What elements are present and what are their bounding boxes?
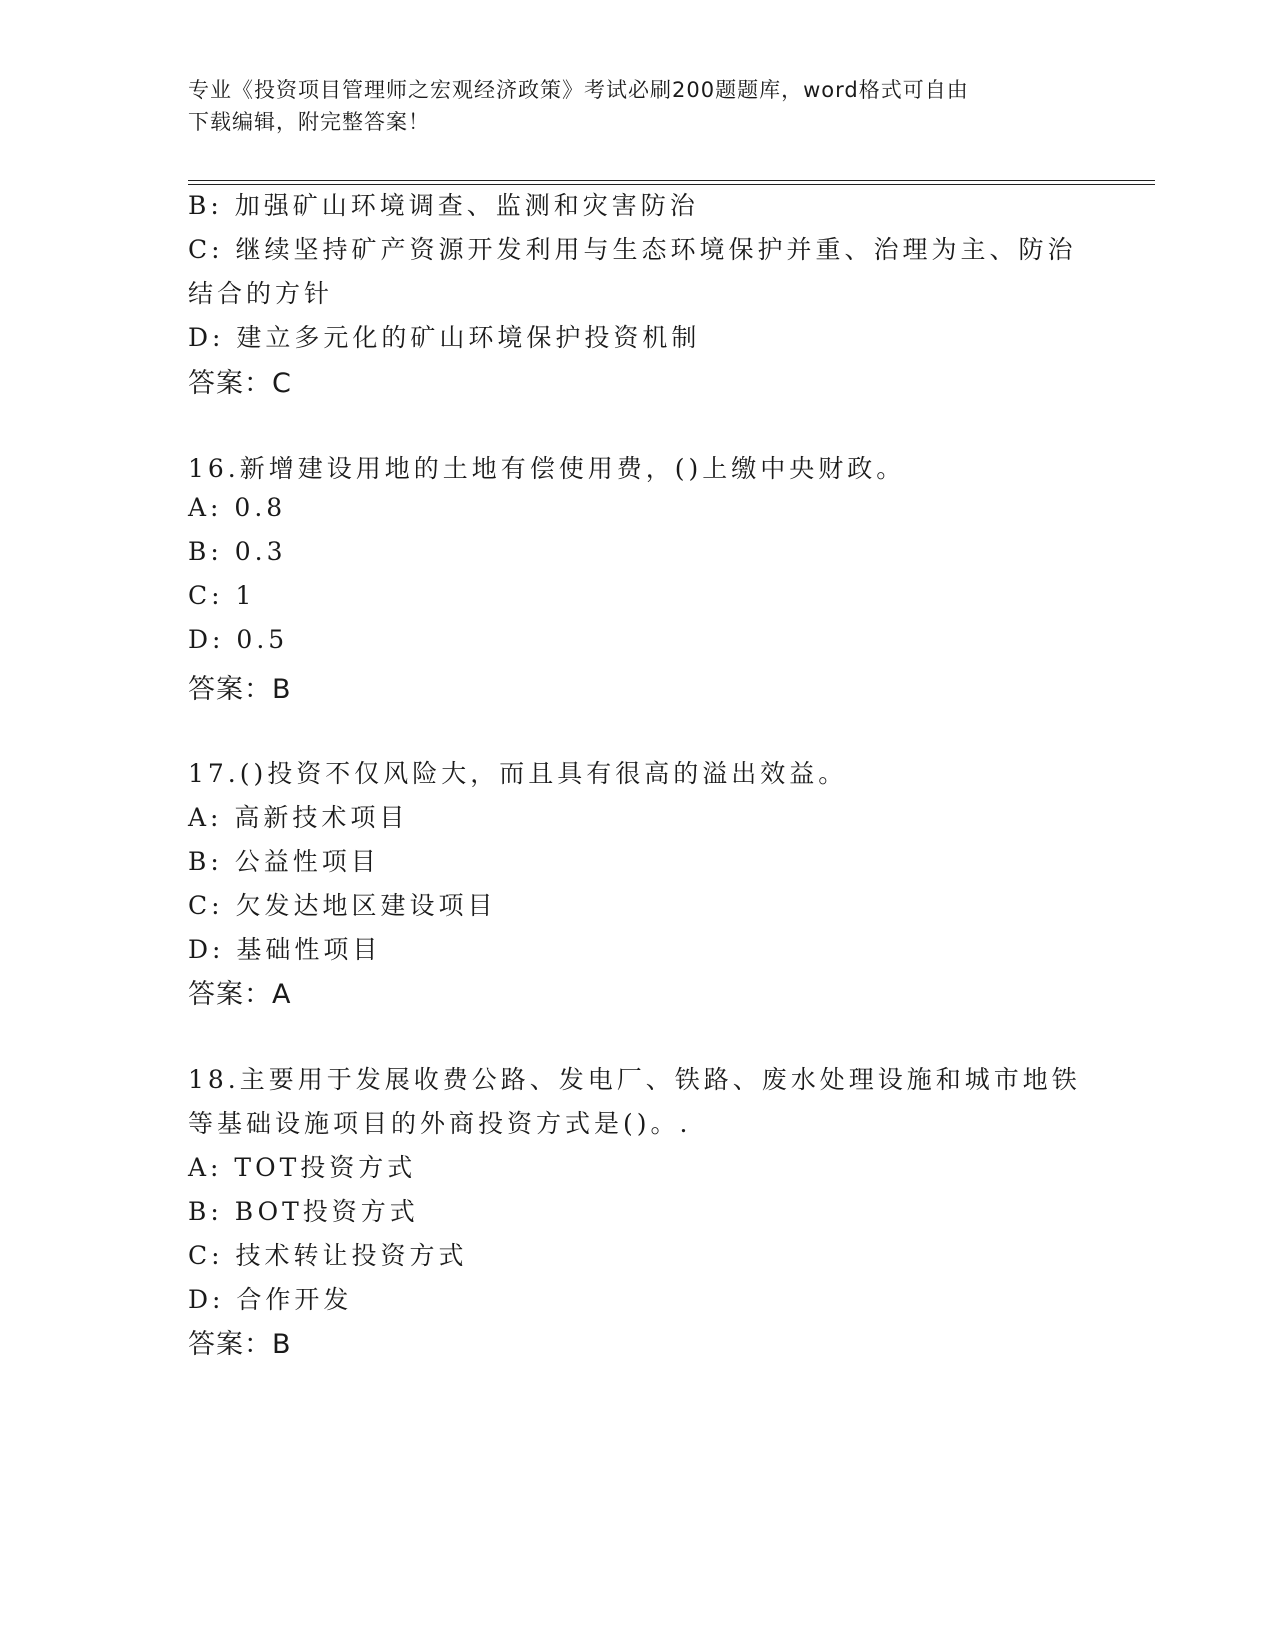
q18-option-d: D: 合作开发 bbox=[188, 1285, 353, 1314]
header-divider-bottom bbox=[188, 184, 1155, 185]
prev-option-c-line-2: 结合的方针 bbox=[188, 279, 334, 308]
q17-option-d: D: 基础性项目 bbox=[188, 935, 382, 964]
q16-option-d: D: 0.5 bbox=[188, 625, 289, 654]
q16-option-b: B: 0.3 bbox=[188, 537, 287, 566]
prev-option-d: D: 建立多元化的矿山环境保护投资机制 bbox=[188, 323, 701, 352]
header-title-line-2: 下载编辑，附完整答案！ bbox=[188, 110, 430, 134]
q16-answer: 答案：B bbox=[188, 674, 292, 705]
q17-option-a: A: 高新技术项目 bbox=[188, 803, 409, 832]
q16-question: 16.新增建设用地的土地有偿使用费，()上缴中央财政。 bbox=[188, 454, 906, 483]
q18-question-line-1: 18.主要用于发展收费公路、发电厂、铁路、废水处理设施和城市地铁 bbox=[188, 1065, 1081, 1094]
q18-option-a: A: TOT投资方式 bbox=[188, 1153, 417, 1182]
q16-option-c: C: 1 bbox=[188, 581, 256, 610]
prev-answer: 答案：C bbox=[188, 368, 292, 399]
header-title-line-1: 专业《投资项目管理师之宏观经济政策》考试必刷200题题库，word格式可自由 bbox=[188, 78, 969, 102]
prev-option-c-line-1: C: 继续坚持矿产资源开发利用与生态环境保护并重、治理为主、防治 bbox=[188, 235, 1077, 264]
q18-option-b: B: BOT投资方式 bbox=[188, 1197, 419, 1226]
q18-question-line-2: 等基础设施项目的外商投资方式是()。. bbox=[188, 1109, 692, 1138]
q17-question: 17.()投资不仅风险大，而且具有很高的溢出效益。 bbox=[188, 759, 848, 788]
header-divider-top bbox=[188, 180, 1155, 181]
document-header bbox=[188, 74, 1088, 138]
q17-option-c: C: 欠发达地区建设项目 bbox=[188, 891, 497, 920]
q16-option-a: A: 0.8 bbox=[188, 493, 287, 522]
prev-option-b: B: 加强矿山环境调查、监测和灾害防治 bbox=[188, 191, 699, 220]
q17-option-b: B: 公益性项目 bbox=[188, 847, 380, 876]
q17-answer: 答案：A bbox=[188, 979, 292, 1010]
q18-option-c: C: 技术转让投资方式 bbox=[188, 1241, 468, 1270]
q18-answer: 答案：B bbox=[188, 1329, 292, 1360]
